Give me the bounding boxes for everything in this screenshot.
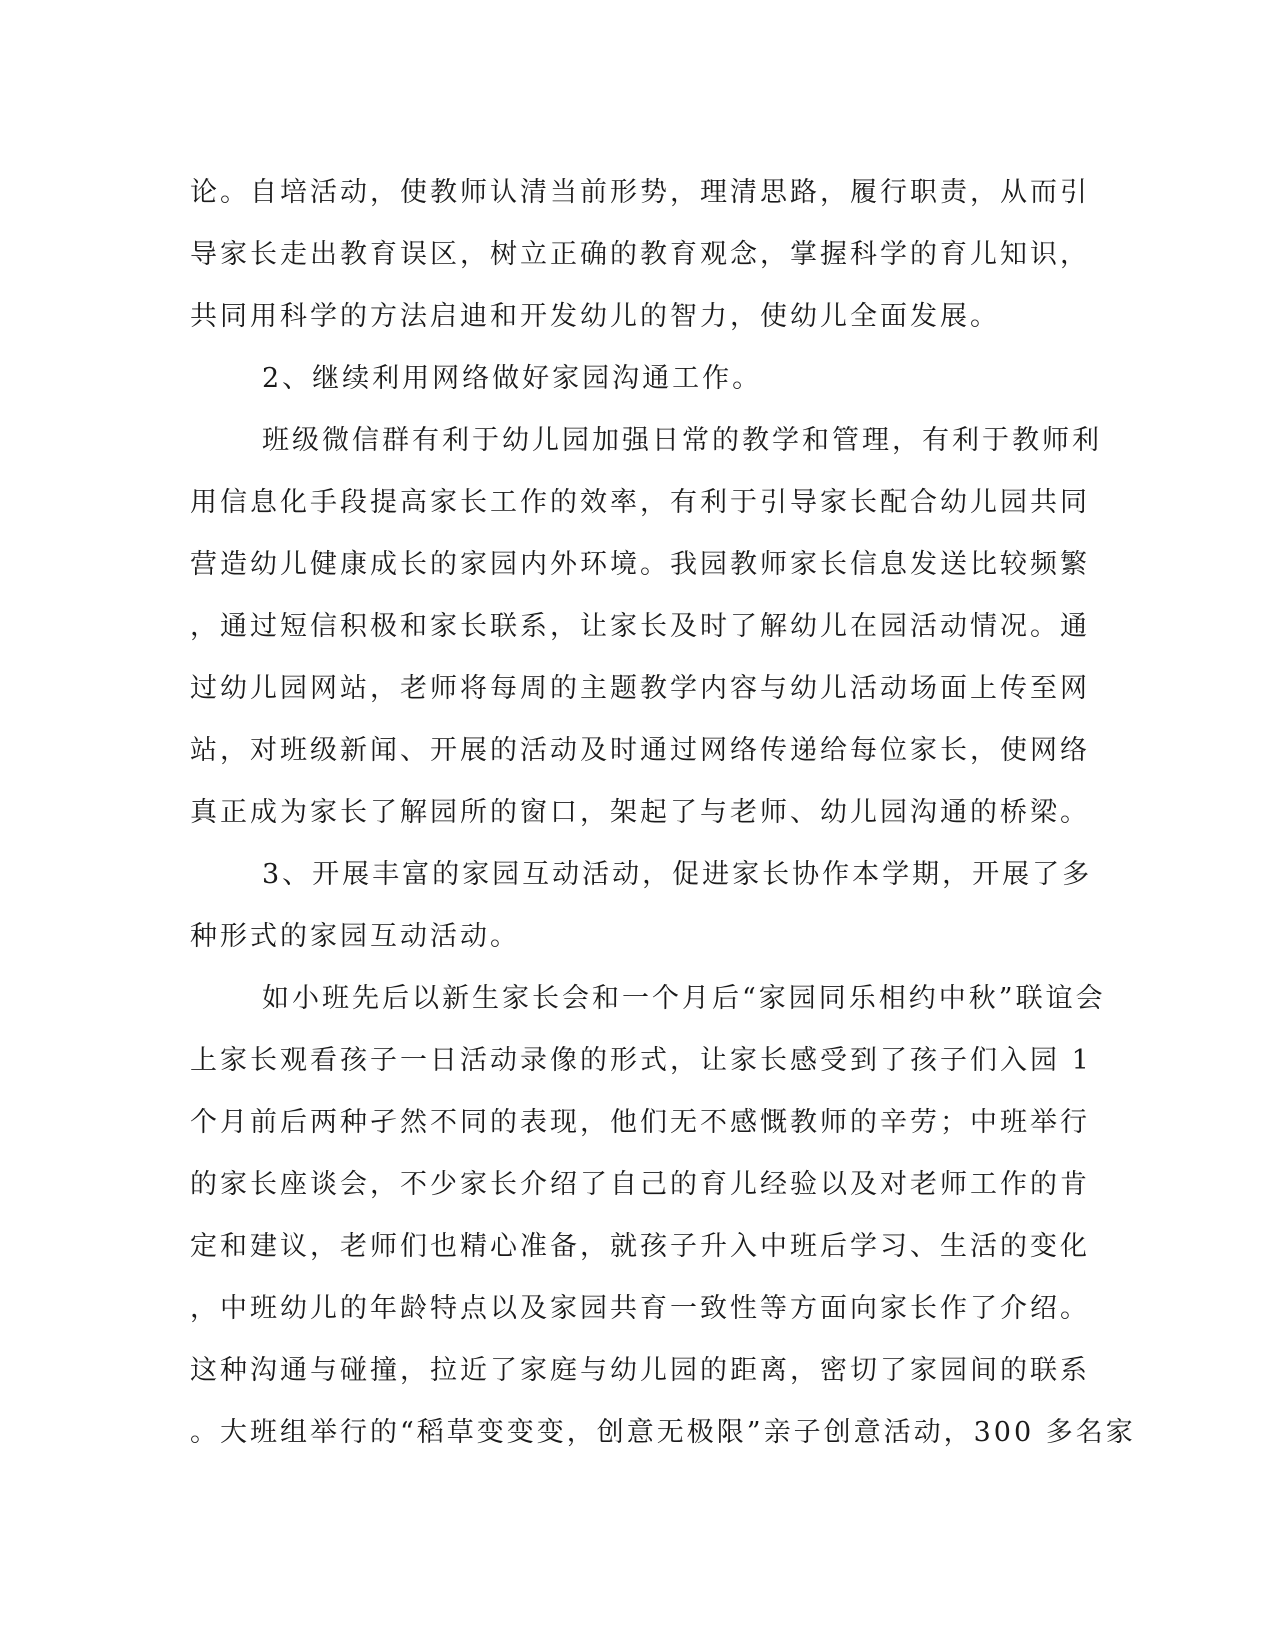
text-line: 种形式的家园互动活动。: [190, 921, 520, 952]
text-line: 定和建议，老师们也精心准备，就孩子升入中班后学习、生活的变化: [190, 1231, 1090, 1262]
section-heading-3: 3、开展丰富的家园互动活动，促进家长协作本学期，开展了多: [262, 859, 1093, 890]
text-line: 共同用科学的方法启迪和开发幼儿的智力，使幼儿全面发展。: [190, 301, 1000, 332]
text-line: 导家长走出教育误区，树立正确的教育观念，掌握科学的育儿知识，: [190, 239, 1090, 270]
text-line: 。大班组举行的“稻草变变变，创意无极限”亲子创意活动，300 多名家: [190, 1417, 1136, 1448]
text-line: 营造幼儿健康成长的家园内外环境。我园教师家长信息发送比较频繁: [190, 549, 1090, 580]
text-line: ，中班幼儿的年龄特点以及家园共育一致性等方面向家长作了介绍。: [190, 1293, 1090, 1324]
text-line: 论。自培活动，使教师认清当前形势，理清思路，履行职责，从而引: [190, 177, 1090, 208]
text-line: 的家长座谈会，不少家长介绍了自己的育儿经验以及对老师工作的肯: [190, 1169, 1090, 1200]
text-line: 过幼儿园网站，老师将每周的主题教学内容与幼儿活动场面上传至网: [190, 673, 1090, 704]
text-line: 班级微信群有利于幼儿园加强日常的教学和管理，有利于教师利: [262, 425, 1102, 456]
text-line: 如小班先后以新生家长会和一个月后“家园同乐相约中秋”联谊会: [262, 983, 1106, 1014]
section-heading-2: 2、继续利用网络做好家园沟通工作。: [262, 363, 763, 394]
text-line: 站，对班级新闻、开展的活动及时通过网络传递给每位家长，使网络: [190, 735, 1090, 766]
text-line: 上家长观看孩子一日活动录像的形式，让家长感受到了孩子们入园 1: [190, 1045, 1092, 1076]
text-line: ，通过短信积极和家长联系，让家长及时了解幼儿在园活动情况。通: [190, 611, 1090, 642]
text-line: 这种沟通与碰撞，拉近了家庭与幼儿园的距离，密切了家园间的联系: [190, 1355, 1090, 1386]
text-line: 个月前后两种孑然不同的表现，他们无不感慨教师的辛劳；中班举行: [190, 1107, 1090, 1138]
document-body: [190, 162, 1136, 1464]
text-line: 用信息化手段提高家长工作的效率，有利于引导家长配合幼儿园共同: [190, 487, 1090, 518]
text-line: 真正成为家长了解园所的窗口，架起了与老师、幼儿园沟通的桥梁。: [190, 797, 1090, 828]
